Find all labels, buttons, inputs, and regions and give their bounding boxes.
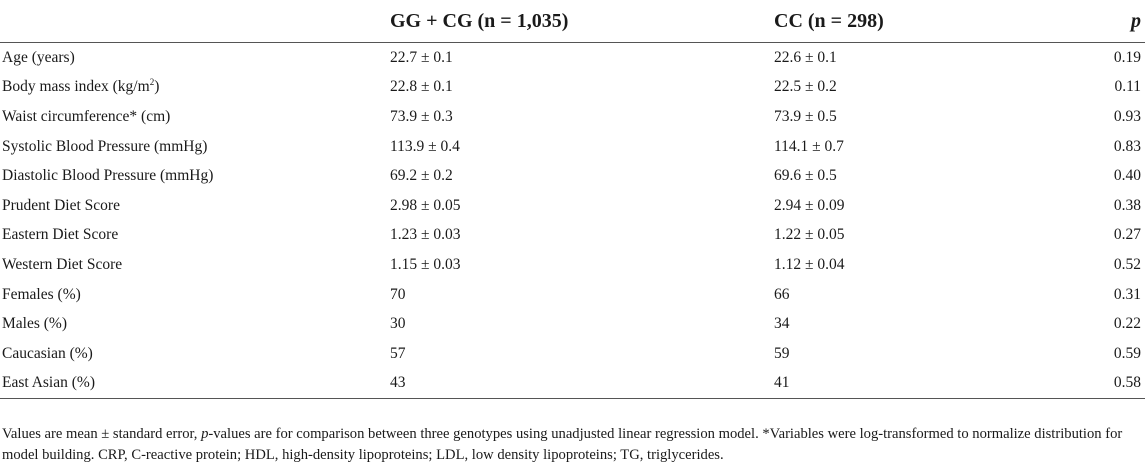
table-row bbox=[0, 250, 1145, 280]
cell-gg-cg: 43 bbox=[390, 369, 774, 399]
cell-cc: 22.5 ± 0.2 bbox=[774, 78, 837, 96]
table-header-row bbox=[0, 0, 1145, 43]
cell-gg-cg: 2.98 ± 0.05 bbox=[390, 196, 461, 214]
table-row bbox=[0, 369, 1145, 399]
row-label bbox=[0, 161, 390, 191]
cell-p-value: 0.27 bbox=[1113, 226, 1141, 244]
row-label bbox=[0, 369, 390, 399]
cell-gg-cg: 22.7 ± 0.1 bbox=[390, 48, 453, 66]
cell-p-value: 0.31 bbox=[1113, 285, 1141, 303]
cell-p-value: 0.93 bbox=[1113, 107, 1141, 125]
table-footnote bbox=[2, 424, 1142, 466]
table-row bbox=[0, 191, 1145, 221]
row-label-text: Waist circumference* (cm) bbox=[2, 107, 171, 125]
row-label bbox=[0, 73, 390, 103]
table-row bbox=[0, 43, 1145, 73]
row-label-text: Males (%) bbox=[2, 315, 67, 333]
row-label-text: Eastern Diet Score bbox=[2, 226, 119, 244]
cell-p-value: 0.22 bbox=[1113, 315, 1141, 333]
header-variable bbox=[0, 0, 390, 43]
table-row bbox=[0, 102, 1145, 132]
cell-p-value: 0.59 bbox=[1113, 344, 1141, 362]
row-label bbox=[0, 191, 390, 221]
table-row bbox=[0, 309, 1145, 339]
cell-gg-cg: 70 bbox=[390, 285, 406, 303]
row-label-text: Western Diet Score bbox=[2, 255, 123, 273]
table-row bbox=[0, 280, 1145, 310]
footnote-p-italic: p bbox=[201, 426, 209, 442]
footnote-part3: -values are for comparison between three genotypes using unadjusted linear regression model. *Variables were log-transformed to normalize distribution for model building. CRP, C-reactive protein; HDL, high-density lipoproteins; LDL, low density lipoproteins; TG, triglycerides. bbox=[2, 426, 1123, 463]
header-cc: CC (n = 298) bbox=[774, 0, 1086, 43]
row-label bbox=[0, 339, 390, 369]
row-label-text: Prudent Diet Score bbox=[2, 196, 120, 214]
cell-cc: 34 bbox=[774, 315, 790, 333]
cell-cc: 2.94 ± 0.09 bbox=[774, 196, 845, 214]
cell-p-value: 0.52 bbox=[1113, 255, 1141, 273]
row-label bbox=[0, 250, 390, 280]
row-label bbox=[0, 132, 390, 162]
cell-cc: 22.6 ± 0.1 bbox=[774, 48, 837, 66]
cell-gg-cg: 1.15 ± 0.03 bbox=[390, 255, 461, 273]
cell-cc: 41 bbox=[774, 369, 1086, 399]
row-label bbox=[0, 43, 390, 73]
row-label-text: Body mass index (kg/m bbox=[2, 78, 150, 96]
header-gg-cg: GG + CG (n = 1,035) bbox=[390, 0, 774, 43]
cell-gg-cg: 30 bbox=[390, 315, 406, 333]
table-row bbox=[0, 339, 1145, 369]
row-label-text: Females (%) bbox=[2, 285, 81, 303]
cell-cc: 1.22 ± 0.05 bbox=[774, 226, 845, 244]
cell-gg-cg: 73.9 ± 0.3 bbox=[390, 107, 453, 125]
table-row bbox=[0, 132, 1145, 162]
row-label bbox=[0, 309, 390, 339]
cell-cc: 114.1 ± 0.7 bbox=[774, 137, 844, 155]
row-label-superscript: 2 bbox=[149, 77, 155, 88]
cell-cc: 66 bbox=[774, 285, 790, 303]
cell-cc: 73.9 ± 0.5 bbox=[774, 107, 837, 125]
cell-gg-cg: 69.2 ± 0.2 bbox=[390, 167, 453, 185]
row-label bbox=[0, 221, 390, 251]
row-label-text: Diastolic Blood Pressure (mmHg) bbox=[2, 167, 214, 185]
header-p-value: p bbox=[1086, 0, 1145, 43]
table-body bbox=[0, 43, 1145, 399]
row-label bbox=[0, 280, 390, 310]
cell-p-value: 0.83 bbox=[1113, 137, 1141, 155]
row-label-text: Age (years) bbox=[2, 48, 75, 66]
cell-cc: 69.6 ± 0.5 bbox=[774, 167, 837, 185]
cell-p-value: 0.40 bbox=[1113, 167, 1141, 185]
cell-p-value: 0.58 bbox=[1086, 369, 1145, 399]
row-label-text: Caucasian (%) bbox=[2, 344, 93, 362]
cell-cc: 59 bbox=[774, 344, 790, 362]
cell-p-value: 0.38 bbox=[1113, 196, 1141, 214]
row-label-text: East Asian (%) bbox=[2, 374, 95, 392]
table-row bbox=[0, 73, 1145, 103]
cell-gg-cg: 1.23 ± 0.03 bbox=[390, 226, 461, 244]
cell-gg-cg: 113.9 ± 0.4 bbox=[390, 137, 460, 155]
row-label bbox=[0, 102, 390, 132]
cell-p-value: 0.11 bbox=[1114, 78, 1141, 96]
cell-gg-cg: 22.8 ± 0.1 bbox=[390, 78, 453, 96]
row-label-text: Systolic Blood Pressure (mmHg) bbox=[2, 137, 208, 155]
table-row bbox=[0, 161, 1145, 191]
row-label-suffix: ) bbox=[154, 78, 160, 96]
cell-cc: 1.12 ± 0.04 bbox=[774, 255, 845, 273]
cell-p-value: 0.19 bbox=[1113, 48, 1141, 66]
cell-gg-cg: 57 bbox=[390, 344, 406, 362]
footnote-part1: Values are mean ± standard error, bbox=[2, 426, 202, 442]
table-row bbox=[0, 221, 1145, 251]
